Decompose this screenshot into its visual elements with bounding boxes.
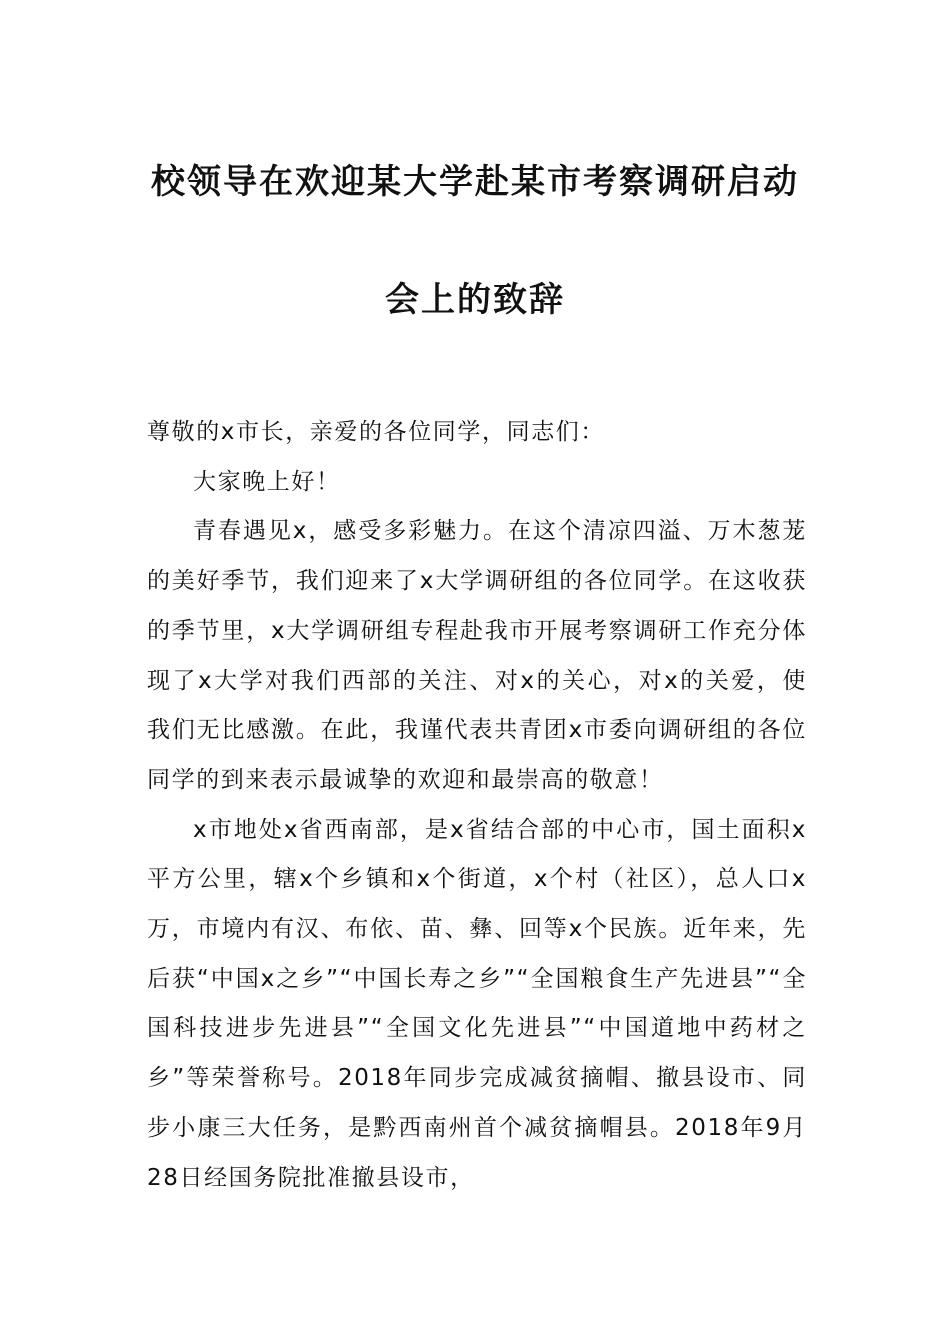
- greeting: 大家晚上好！: [193, 468, 341, 495]
- document-title-line-1: 校领导在欢迎某大学赴某市考察调研启动: [151, 162, 799, 202]
- paragraph-city-intro: x市地处x省西南部，是x省结合部的中心市，国土面积x平方公里，辖x个乡镇和x个街道，x个村（社区），总人口x万，市境内有汉、布依、苗、彝、回等x个民族。近年来，先后获“中国x之乡”“中国长寿之乡”“全国粮食生产先进县”“全国科技进步先进县”“全国文化先进县”“中国道地中药材之乡”等荣誉称号。2018年同步完成减贫摘帽、撤县设市、同步小康三大任务，是黔西南州首个减贫摘帽县。2018年9月28日经国务院批准撤县设市，: [147, 816, 807, 1191]
- paragraph-welcome: 青春遇见x，感受多彩魅力。在这个清凉四溢、万木葱茏的美好季节，我们迎来了x大学调研组的各位同学。在这收获的季节里，x大学调研组专程赴我市开展考察调研工作充分体现了x大学对我们西部的关注、对x的关心，对x的关爱，使我们无比感激。在此，我谨代表共青团x市委向调研组的各位同学的到来表示最诚挚的欢迎和最崇高的敬意！: [147, 518, 807, 793]
- document-title-line-2: 会上的致辞: [385, 280, 565, 320]
- document-body: [147, 408, 807, 1203]
- salutation: 尊敬的x市长，亲爱的各位同学，同志们：: [147, 419, 606, 445]
